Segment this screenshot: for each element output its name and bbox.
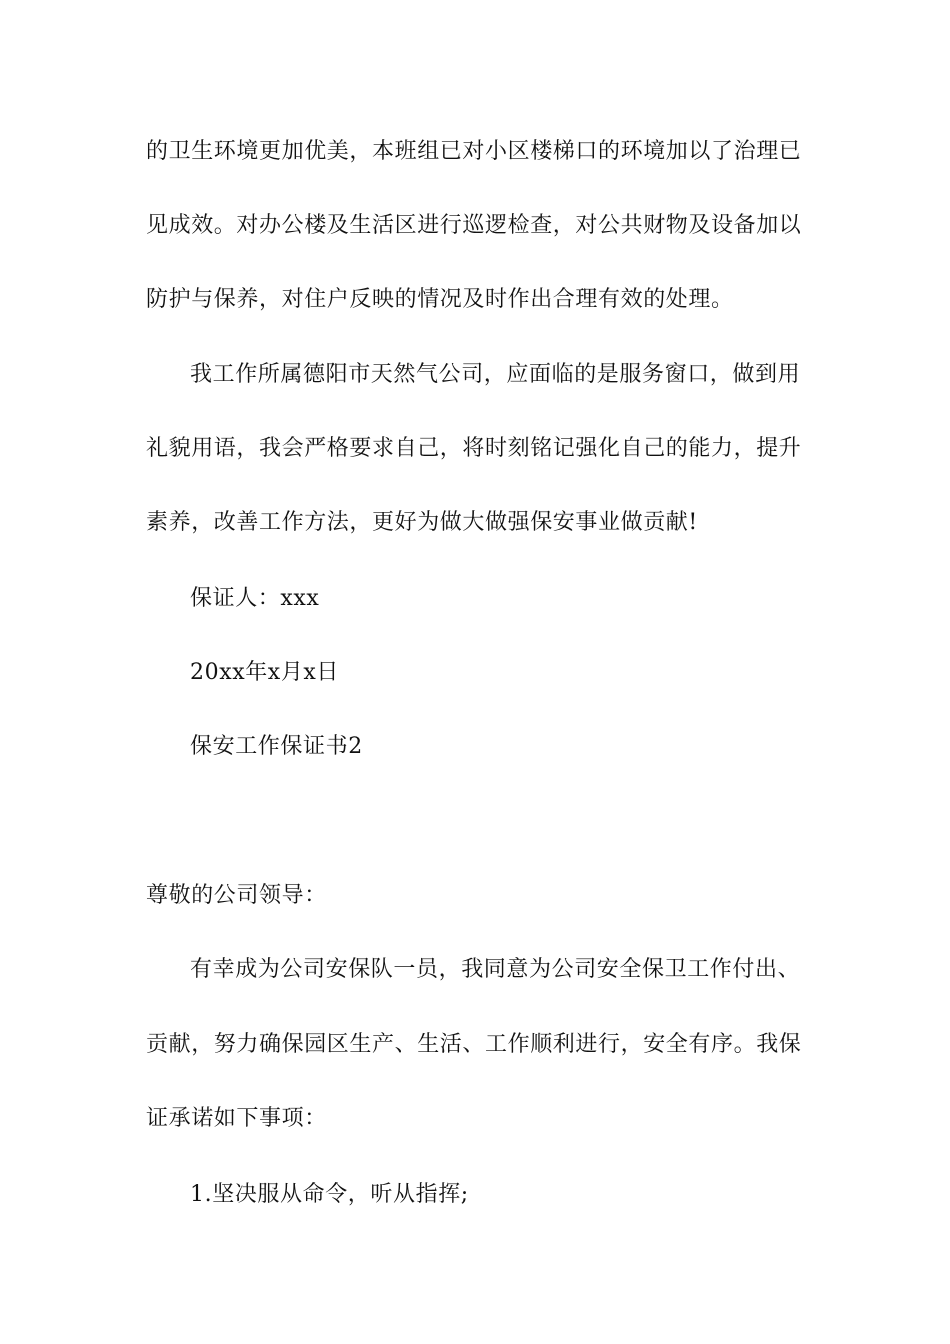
date-line: 20xx年x月x日 [190, 660, 340, 685]
guarantor-line: 保证人：xxx [190, 586, 320, 611]
section-title: 保安工作保证书2 [190, 734, 363, 759]
paragraph-line: 素养，改善工作方法，更好为做大做强保安事业做贡献! [146, 510, 698, 535]
paragraph-line: 的卫生环境更加优美，本班组已对小区楼梯口的环境加以了治理已 [146, 139, 802, 164]
paragraph-line: 礼貌用语，我会严格要求自己，将时刻铭记强化自己的能力，提升 [146, 436, 802, 461]
paragraph-line: 我工作所属德阳市天然气公司，应面临的是服务窗口，做到用 [190, 362, 801, 387]
paragraph-line: 有幸成为公司安保队一员，我同意为公司安全保卫工作付出、 [190, 957, 801, 982]
paragraph-line: 贡献，努力确保园区生产、生活、工作顺利进行，安全有序。我保 [146, 1032, 802, 1057]
list-item: 1.坚决服从命令，听从指挥; [190, 1182, 469, 1207]
paragraph-line: 见成效。对办公楼及生活区进行巡逻检查，对公共财物及设备加以 [146, 213, 802, 238]
paragraph-line: 防护与保养，对住户反映的情况及时作出合理有效的处理。 [146, 287, 734, 312]
paragraph-line: 证承诺如下事项： [146, 1106, 327, 1131]
salutation: 尊敬的公司领导： [146, 883, 327, 908]
